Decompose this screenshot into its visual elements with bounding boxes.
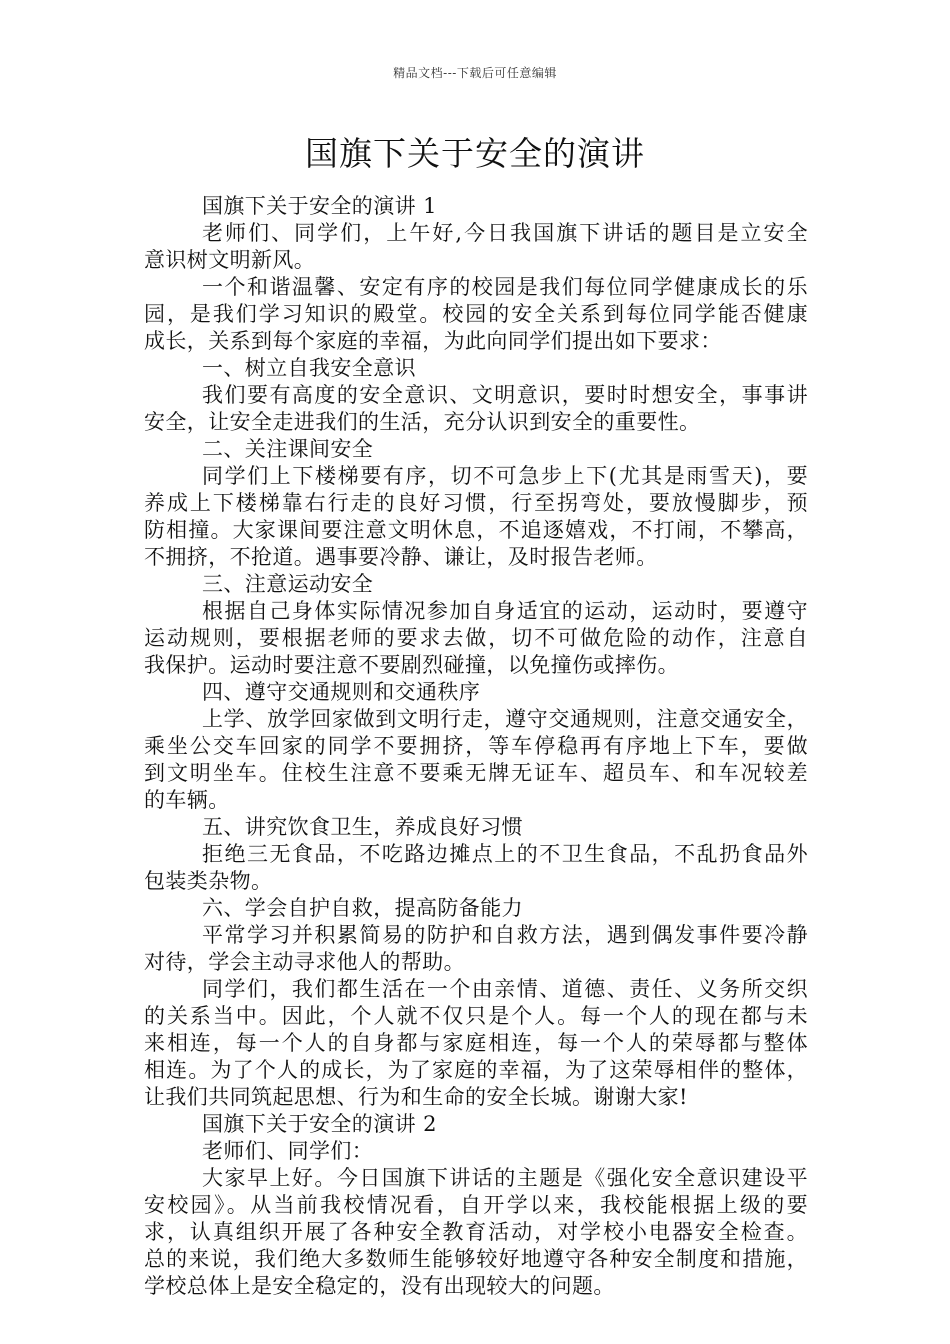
- text-line: 运动规则，要根据老师的要求去做，切不可做危险的动作，注意自: [144, 626, 808, 650]
- text-line: 五、讲究饮食卫生，养成良好习惯: [202, 815, 523, 839]
- text-line: 老师们、同学们：: [202, 1139, 374, 1163]
- text-line: 六、学会自护自救，提高防备能力: [202, 896, 523, 920]
- document-title: 国旗下关于安全的演讲: [305, 134, 645, 173]
- header-note: 精品文档---下载后可任意编辑: [393, 66, 557, 80]
- text-line: 上学、放学回家做到文明行走，遵守交通规则，注意交通安全，: [202, 707, 808, 731]
- text-line: 安校园》。从当前我校情况看，自开学以来，我校能根据上级的要: [144, 1193, 808, 1217]
- text-line: 我保护。运动时要注意不要剧烈碰撞，以免撞伤或摔伤。: [144, 653, 679, 677]
- text-line: 来相连，每一个人的自身都与家庭相连，每一个人的荣辱都与整体: [144, 1031, 808, 1055]
- text-line: 根据自己身体实际情况参加自身适宜的运动，运动时，要遵守: [202, 599, 808, 623]
- text-line: 成长，关系到每个家庭的幸福，为此向同学们提出如下要求：: [144, 329, 722, 353]
- text-line: 求，认真组织开展了各种安全教育活动，对学校小电器安全检查。: [144, 1220, 808, 1244]
- text-line: 意识树文明新风。: [144, 248, 316, 272]
- text-line: 总的来说，我们绝大多数师生能够较好地遵守各种安全制度和措施，: [144, 1247, 808, 1271]
- text-line: 二、关注课间安全: [202, 437, 374, 461]
- text-line: 养成上下楼梯靠右行走的良好习惯，行至拐弯处，要放慢脚步，预: [144, 491, 808, 515]
- text-line: 拒绝三无食品，不吃路边摊点上的不卫生食品，不乱扔食品外: [202, 842, 808, 866]
- text-line: 相连。为了个人的成长，为了家庭的幸福，为了这荣辱相伴的整体，: [144, 1058, 808, 1082]
- text-line: 国旗下关于安全的演讲 1: [202, 194, 437, 218]
- text-line: 一、树立自我安全意识: [202, 356, 416, 380]
- text-line: 不拥挤，不抢道。遇事要冷静、谦让，及时报告老师。: [144, 545, 658, 569]
- text-line: 的关系当中。因此，个人就不仅只是个人。每一个人的现在都与未: [144, 1004, 808, 1028]
- text-line: 四、遵守交通规则和交通秩序: [202, 680, 481, 704]
- text-line: 平常学习并积累简易的防护和自救方法，遇到偶发事件要冷静: [202, 923, 808, 947]
- text-line: 包装类杂物。: [144, 869, 273, 893]
- text-line: 学校总体上是安全稳定的，没有出现较大的问题。: [144, 1274, 615, 1298]
- text-line: 园，是我们学习知识的殿堂。校园的安全关系到每位同学能否健康: [144, 302, 808, 326]
- text-line: 乘坐公交车回家的同学不要拥挤，等车停稳再有序地上下车，要做: [144, 734, 808, 758]
- text-line: 大家早上好。今日国旗下讲话的主题是《强化安全意识建设平: [202, 1166, 808, 1190]
- text-line: 防相撞。大家课间要注意文明休息，不追逐嬉戏，不打闹，不攀高，: [144, 518, 808, 542]
- text-line: 老师们、同学们，上午好,今日我国旗下讲话的题目是立安全: [202, 221, 808, 245]
- text-line: 国旗下关于安全的演讲 2: [202, 1112, 437, 1136]
- text-line: 一个和谐温馨、安定有序的校园是我们每位同学健康成长的乐: [202, 275, 808, 299]
- text-line: 的车辆。: [144, 788, 230, 812]
- text-line: 同学们，我们都生活在一个由亲情、道德、责任、义务所交织: [202, 977, 808, 1001]
- text-line: 我们要有高度的安全意识、文明意识，要时时想安全，事事讲: [202, 383, 808, 407]
- text-line: 同学们上下楼梯要有序，切不可急步上下(尤其是雨雪天)，要: [202, 464, 808, 488]
- text-line: 到文明坐车。住校生注意不要乘无牌无证车、超员车、和车况较差: [144, 761, 808, 785]
- text-line: 安全，让安全走进我们的生活，充分认识到安全的重要性。: [144, 410, 701, 434]
- text-line: 三、注意运动安全: [202, 572, 374, 596]
- text-line: 让我们共同筑起思想、行为和生命的安全长城。谢谢大家!: [144, 1085, 688, 1109]
- document-body: [144, 193, 808, 1300]
- text-line: 对待，学会主动寻求他人的帮助。: [144, 950, 465, 974]
